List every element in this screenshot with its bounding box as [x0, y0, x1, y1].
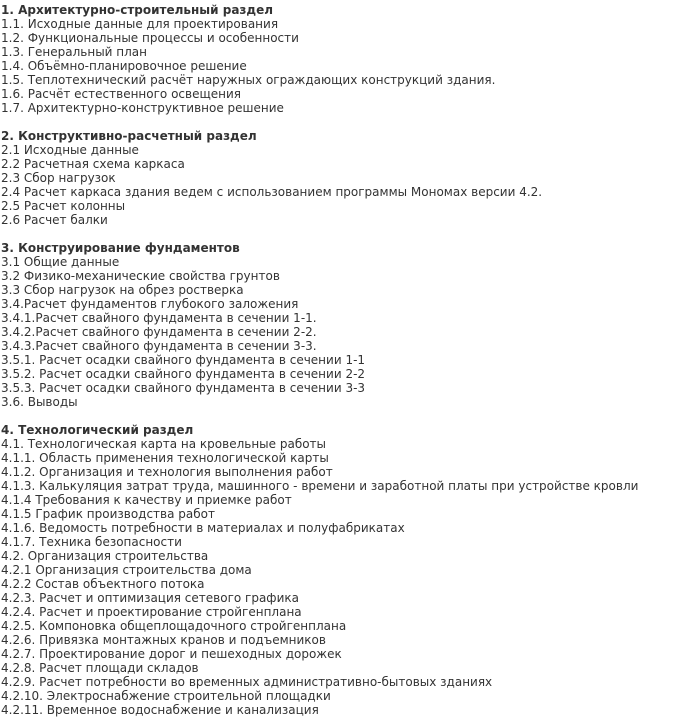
toc-item: 3.4.2.Расчет свайного фундамента в сечении 2-2.	[1, 325, 317, 339]
toc-item: 4.2.1 Организация строительства дома	[1, 563, 252, 577]
toc-item: 4.1.4 Требования к качеству и приемке работ	[1, 493, 292, 507]
toc-item: 4.2.3. Расчет и оптимизация сетевого графика	[1, 591, 299, 605]
toc-item: 1.5. Теплотехнический расчёт наружных ограждающих конструкций здания.	[1, 73, 496, 87]
toc-section	[1, 3, 700, 115]
toc-item: 2.3 Сбор нагрузок	[1, 171, 116, 185]
toc-item: 1.1. Исходные данные для проектирования	[1, 17, 279, 31]
section-title: 2. Конструктивно-расчетный раздел	[1, 129, 257, 143]
toc-item: 3.5.1. Расчет осадки свайного фундамента в сечении 1-1	[1, 353, 366, 367]
section-title: 4. Технологический раздел	[1, 423, 194, 437]
toc-item: 2.2 Расчетная схема каркаса	[1, 157, 185, 171]
toc-item: 4.2.5. Компоновка общеплощадочного стройгенплана	[1, 619, 347, 633]
toc-item: 4.2.10. Электроснабжение строительной площадки	[1, 689, 331, 703]
toc-item: 4.2.4. Расчет и проектирование стройгенплана	[1, 605, 302, 619]
toc-item: 4.2.9. Расчет потребности во временных административно-бытовых зданиях	[1, 675, 493, 689]
table-of-contents	[0, 3, 700, 717]
toc-section	[1, 423, 700, 717]
toc-item: 4.1.2. Организация и технология выполнения работ	[1, 465, 333, 479]
toc-item: 4.2.2 Состав объектного потока	[1, 577, 205, 591]
toc-item: 3.5.2. Расчет осадки свайного фундамента в сечении 2-2	[1, 367, 366, 381]
toc-section	[1, 241, 700, 409]
toc-item: 3.2 Физико-механические свойства грунтов	[1, 269, 280, 283]
toc-item: 4.1.3. Калькуляция затрат труда, машинного - времени и заработной платы при устройстве кровли	[1, 479, 639, 493]
toc-item: 3.5.3. Расчет осадки свайного фундамента в сечении 3-3	[1, 381, 366, 395]
toc-item: 4.1.6. Ведомость потребности в материалах и полуфабрикатах	[1, 521, 405, 535]
toc-item: 4.1.7. Техника безопасности	[1, 535, 182, 549]
toc-item: 3.6. Выводы	[1, 395, 78, 409]
toc-item: 1.4. Объёмно-планировочное решение	[1, 59, 247, 73]
toc-item: 1.6. Расчёт естественного освещения	[1, 87, 242, 101]
section-title: 1. Архитектурно-строительный раздел	[1, 3, 274, 17]
toc-item: 4.2.7. Проектирование дорог и пешеходных дорожек	[1, 647, 342, 661]
toc-item: 1.2. Функциональные процессы и особенности	[1, 31, 299, 45]
toc-item: 3.1 Общие данные	[1, 255, 120, 269]
toc-section	[1, 129, 700, 227]
toc-item: 3.4.1.Расчет свайного фундамента в сечении 1-1.	[1, 311, 317, 325]
toc-item: 4.2.11. Временное водоснабжение и канализация	[1, 703, 319, 717]
toc-item: 3.4.Расчет фундаментов глубокого заложения	[1, 297, 299, 311]
toc-item: 4.2. Организация строительства	[1, 549, 209, 563]
toc-item: 4.1.5 График производства работ	[1, 507, 215, 521]
toc-item: 4.2.8. Расчет площади складов	[1, 661, 199, 675]
toc-item: 4.1. Технологическая карта на кровельные работы	[1, 437, 327, 451]
toc-item: 3.3 Сбор нагрузок на обрез ростверка	[1, 283, 244, 297]
toc-item: 4.1.1. Область применения технологической карты	[1, 451, 329, 465]
toc-item: 2.5 Расчет колонны	[1, 199, 126, 213]
toc-item: 4.2.6. Привязка монтажных кранов и подъемников	[1, 633, 326, 647]
toc-item: 2.4 Расчет каркаса здания ведем с использованием программы Мономах версии 4.2.	[1, 185, 543, 199]
section-title: 3. Конструирование фундаментов	[1, 241, 240, 255]
toc-item: 2.6 Расчет балки	[1, 213, 108, 227]
toc-item: 1.3. Генеральный план	[1, 45, 148, 59]
toc-item: 1.7. Архитектурно-конструктивное решение	[1, 101, 284, 115]
toc-item: 3.4.3.Расчет свайного фундамента в сечении 3-3.	[1, 339, 317, 353]
toc-item: 2.1 Исходные данные	[1, 143, 139, 157]
